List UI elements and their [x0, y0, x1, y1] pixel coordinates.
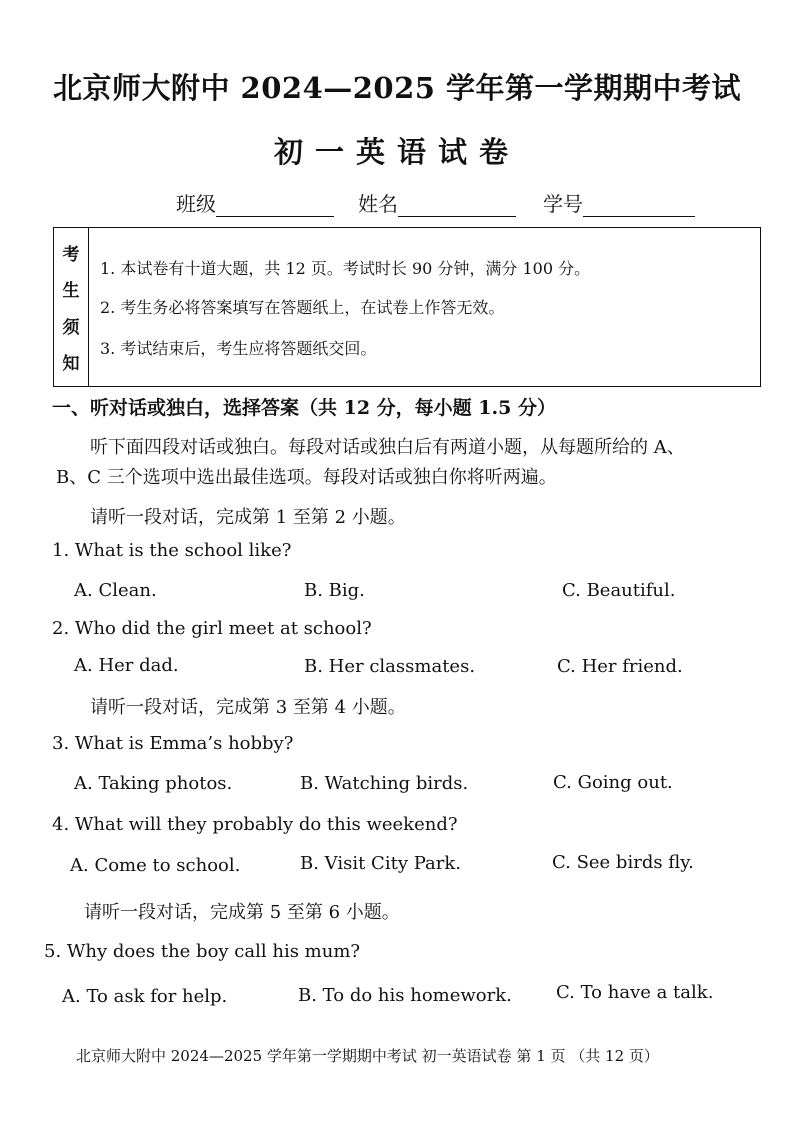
dialog-instruction: 请听一段对话，完成第 3 至第 4 小题。: [90, 697, 406, 718]
section-heading: 一、听对话或独白，选择答案（共 12 分，每小题 1.5 分）: [52, 397, 556, 419]
option-c: C. Beautiful.: [562, 580, 676, 601]
student-id-blank: [583, 196, 695, 217]
name-label: 姓名: [358, 192, 398, 216]
option-b: B. Her classmates.: [304, 656, 476, 677]
option-c: C. To have a talk.: [556, 982, 714, 1003]
notice-item: 3. 考试结束后，考生应将答题纸交回。: [100, 339, 377, 358]
dialog-instruction: 请听一段对话，完成第 5 至第 6 小题。: [84, 902, 400, 923]
exam-notice-box: [53, 227, 761, 387]
option-c: C. See birds fly.: [552, 852, 694, 873]
exam-subtitle: 初一英语试卷: [273, 135, 520, 169]
option-a: A. Taking photos.: [74, 773, 233, 794]
question-text: 3. What is Emma’s hobby?: [52, 733, 294, 754]
section-instructions: 听下面四段对话或独白。每段对话或独白后有两道小题，从每题所给的 A、: [90, 437, 685, 458]
option-b: B. Watching birds.: [300, 773, 469, 794]
question-text: 1. What is the school like?: [52, 540, 292, 561]
class-label: 班级: [176, 192, 216, 216]
class-field: [176, 188, 334, 217]
notice-heading-char: 须: [62, 317, 80, 338]
question-text: 2. Who did the girl meet at school?: [52, 618, 372, 639]
name-field: [358, 188, 516, 217]
question-text: 4. What will they probably do this weekend?: [52, 814, 458, 835]
option-b: B. Visit City Park.: [300, 853, 461, 874]
option-c: C. Her friend.: [557, 656, 683, 677]
class-blank: [216, 196, 334, 217]
option-a: A. To ask for help.: [62, 986, 228, 1007]
notice-heading-char: 考: [62, 244, 80, 265]
notice-item: 1. 本试卷有十道大题，共 12 页。考试时长 90 分钟，满分 100 分。: [100, 259, 591, 278]
option-b: B. To do his homework.: [298, 985, 512, 1006]
option-a: A. Her dad.: [74, 655, 179, 676]
section-instructions: B、C 三个选项中选出最佳选项。每段对话或独白你将听两遍。: [56, 467, 557, 488]
option-a: A. Clean.: [74, 580, 157, 601]
notice-heading-char: 生: [62, 281, 80, 302]
notice-item: 2. 考生务必将答案填写在答题纸上，在试卷上作答无效。: [100, 298, 505, 317]
student-id-label: 学号: [543, 192, 583, 216]
notice-heading: [54, 228, 89, 386]
option-b: B. Big.: [304, 580, 365, 601]
exam-title: 北京师大附中 2024—2025 学年第一学期期中考试: [52, 71, 742, 105]
option-c: C. Going out.: [553, 772, 673, 793]
student-id-field: [543, 188, 695, 217]
page-footer: 北京师大附中 2024—2025 学年第一学期期中考试 初一英语试卷 第 1 页 （共 12 页）: [76, 1047, 659, 1065]
question-text: 5. Why does the boy call his mum?: [44, 941, 361, 962]
name-blank: [398, 196, 516, 217]
dialog-instruction: 请听一段对话，完成第 1 至第 2 小题。: [90, 507, 406, 528]
option-a: A. Come to school.: [70, 855, 241, 876]
notice-heading-char: 知: [62, 354, 80, 375]
